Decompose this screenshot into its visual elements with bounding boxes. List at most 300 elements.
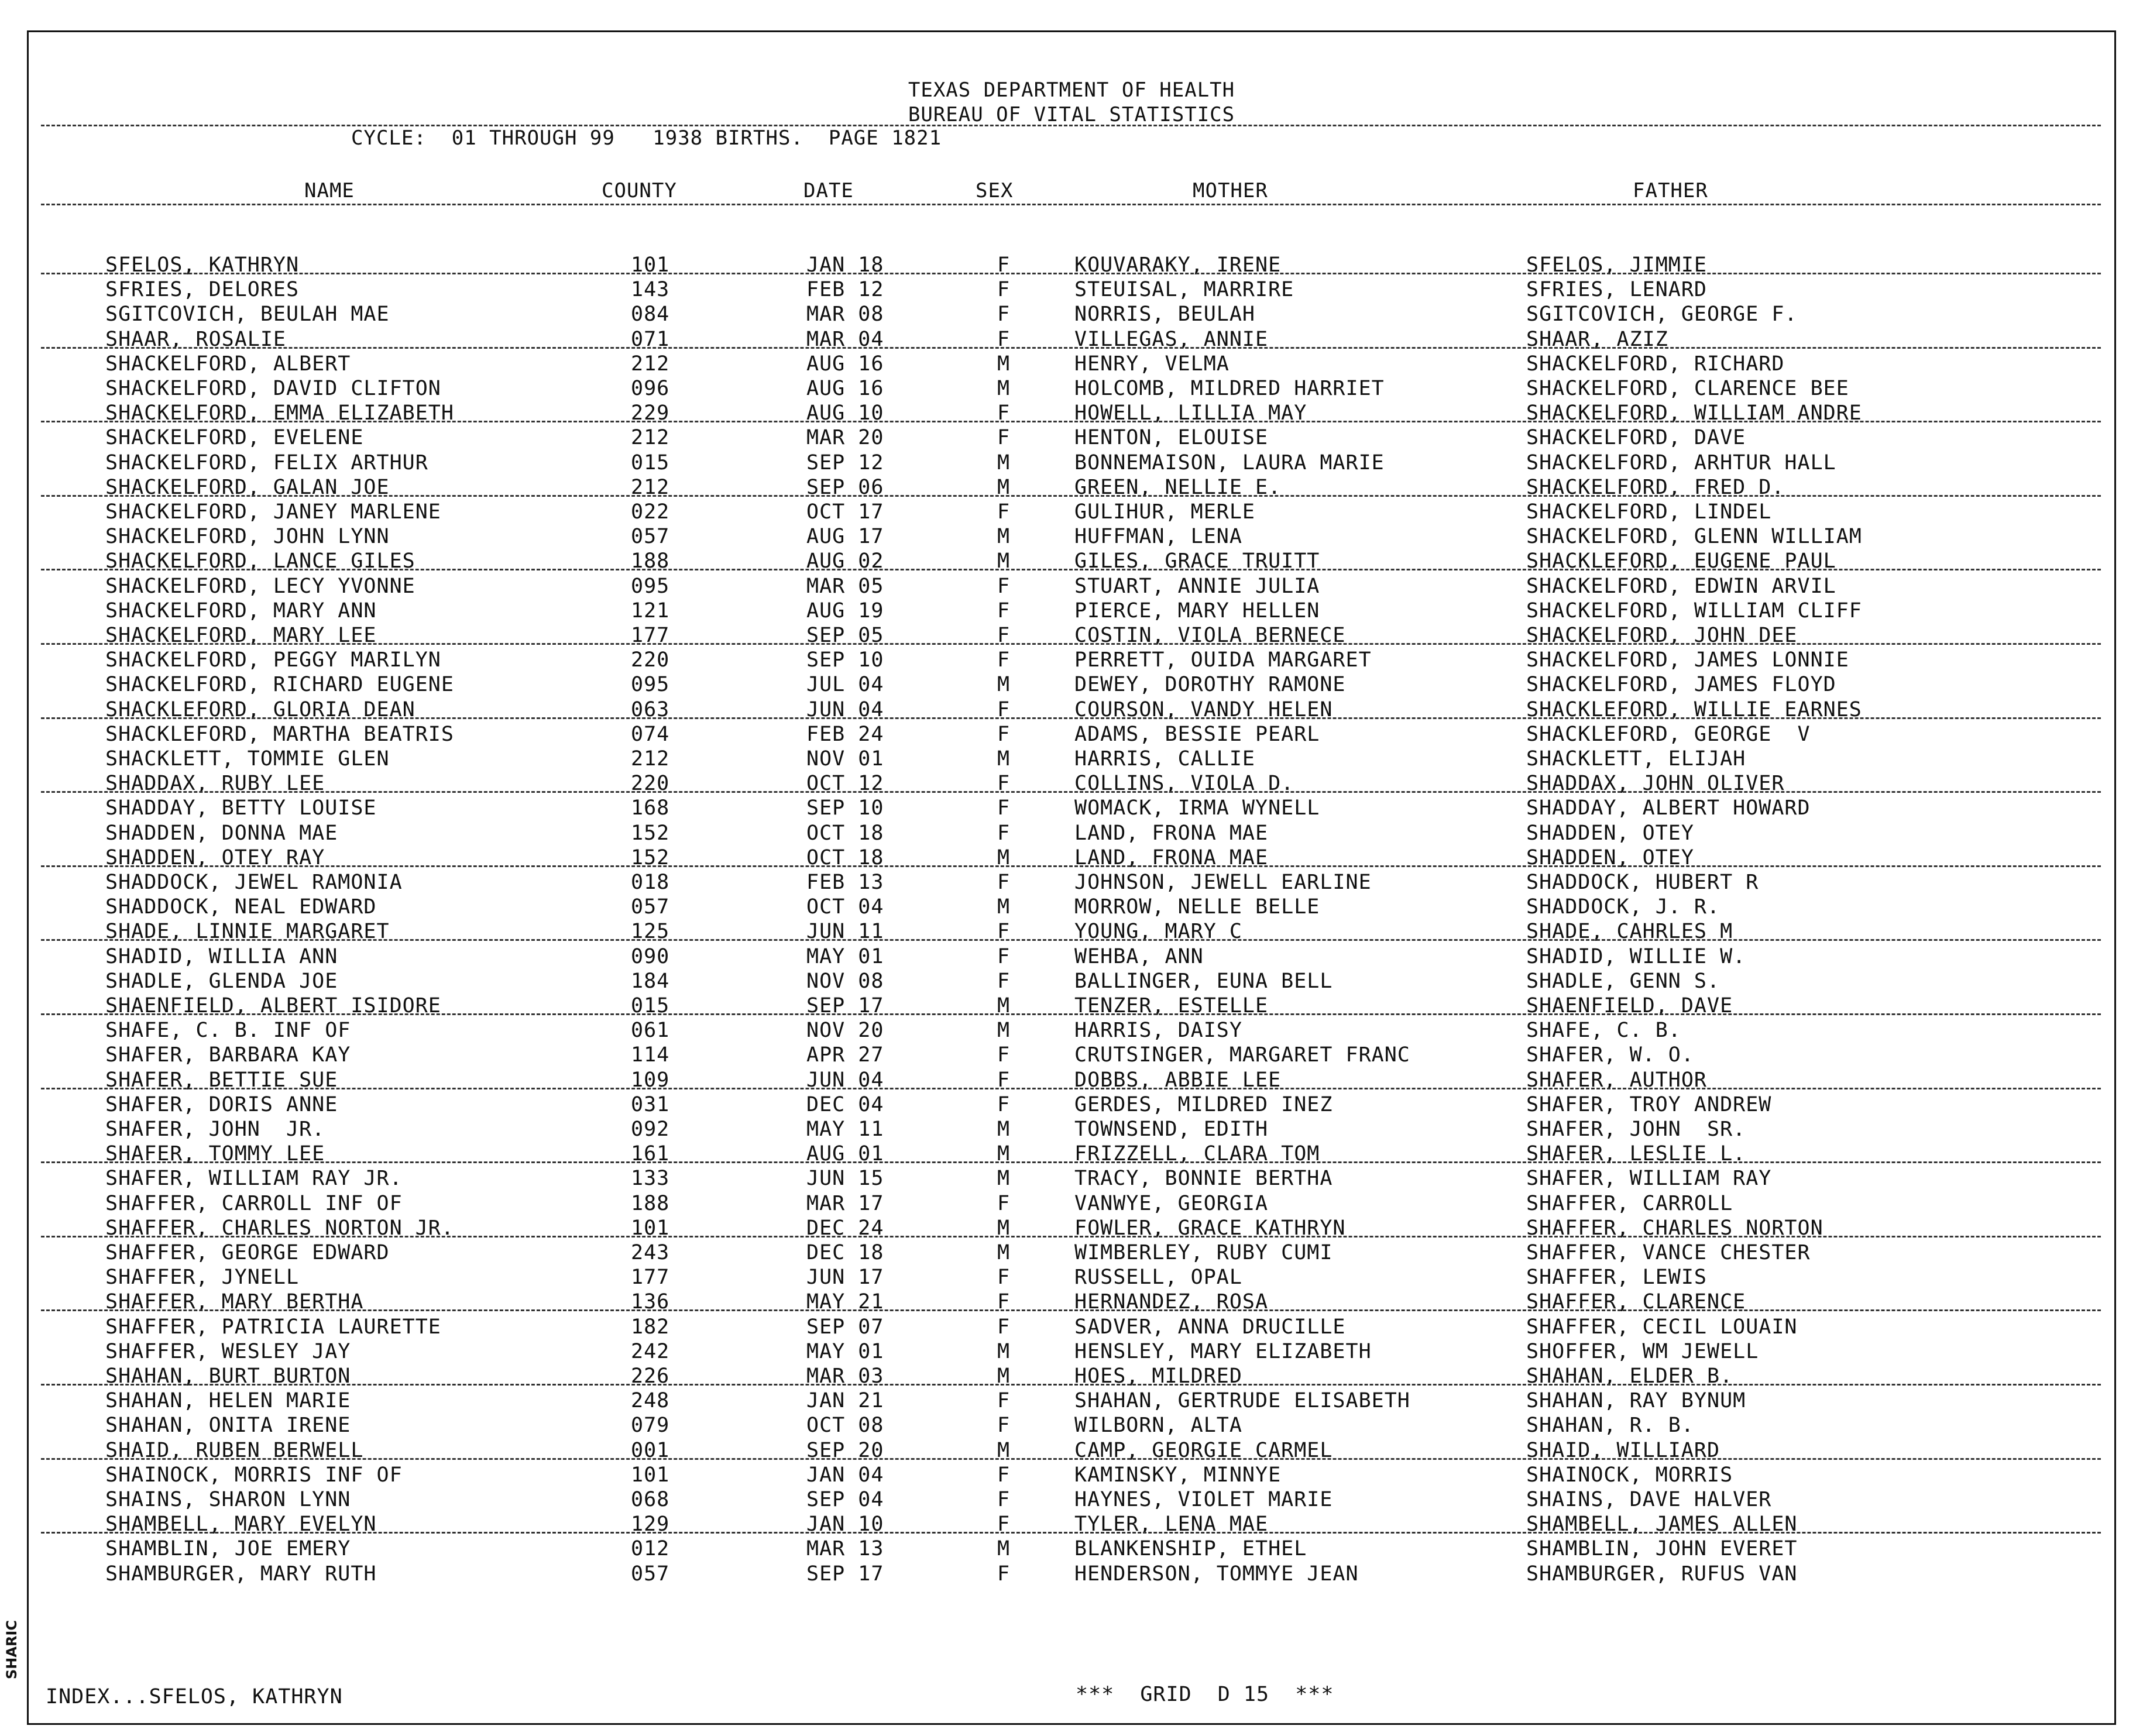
row-rule (41, 1161, 2101, 1163)
cell-date: SEP 17 (806, 994, 884, 1017)
cell-mother: JOHNSON, JEWELL EARLINE (1074, 871, 1372, 894)
cell-father: SHAENFIELD, DAVE (1526, 994, 1733, 1017)
cell-county: 057 (631, 1562, 670, 1586)
cell-father: SHAHAN, R. B. (1526, 1414, 1694, 1438)
cell-father: SHACKELFORD, LINDEL (1526, 500, 1772, 524)
cell-name: SHACKLEFORD, GLORIA DEAN (105, 697, 415, 721)
cell-county: 212 (631, 352, 670, 376)
cell-sex: F (997, 1068, 1011, 1092)
table-row (0, 524, 2143, 549)
cell-name: SHADDEN, DONNA MAE (105, 821, 338, 845)
cell-sex: F (997, 401, 1011, 425)
cell-sex: F (997, 920, 1011, 944)
cell-county: 243 (631, 1241, 670, 1264)
cell-name: SHACKELFORD, EVELENE (105, 426, 364, 450)
cell-county: 248 (631, 1389, 670, 1413)
cell-mother: LAND, FRONA MAE (1074, 845, 1269, 869)
column-header-date: DATE (803, 179, 854, 202)
cell-county: 188 (631, 1191, 670, 1215)
cell-sex: F (997, 1266, 1011, 1290)
cell-county: 129 (631, 1512, 670, 1536)
cell-father: SHACKLEFORD, EUGENE PAUL (1526, 549, 1836, 573)
table-row (0, 672, 2143, 697)
cell-father: SHACKLEFORD, WILLIE EARNES (1526, 697, 1862, 721)
cell-mother: DOBBS, ABBIE LEE (1074, 1068, 1282, 1092)
table-row (0, 722, 2143, 747)
table-row (0, 1191, 2143, 1216)
table-row (0, 747, 2143, 771)
cell-county: 057 (631, 525, 670, 549)
cell-name: SHAFFER, WESLEY JAY (105, 1339, 351, 1363)
cell-county: 152 (631, 821, 670, 845)
cell-name: SHAMBELL, MARY EVELYN (105, 1512, 377, 1536)
cell-county: 114 (631, 1043, 670, 1067)
cell-mother: SADVER, ANNA DRUCILLE (1074, 1315, 1346, 1339)
cell-sex: F (997, 278, 1011, 302)
cell-sex: F (997, 1290, 1011, 1314)
cell-name: SHADLE, GLENDA JOE (105, 969, 338, 993)
column-header-father: FATHER (1633, 179, 1708, 202)
cell-mother: WEHBA, ANN (1074, 944, 1204, 968)
cell-father: SHAFFER, CHARLES NORTON (1526, 1216, 1823, 1240)
cell-father: SHADE, CAHRLES M (1526, 920, 1733, 944)
cell-father: SHADDEN, OTEY (1526, 845, 1694, 869)
cell-date: SEP 07 (806, 1315, 884, 1339)
cell-date: OCT 12 (806, 772, 884, 796)
cell-father: SHAFFER, CECIL LOUAIN (1526, 1315, 1798, 1339)
cell-father: SHADDOCK, HUBERT R (1526, 871, 1759, 894)
cell-sex: F (997, 426, 1011, 450)
cell-county: 090 (631, 944, 670, 968)
cell-county: 092 (631, 1118, 670, 1141)
table-row (0, 1092, 2143, 1117)
cell-mother: MORROW, NELLE BELLE (1074, 895, 1320, 919)
cell-mother: STUART, ANNIE JULIA (1074, 574, 1320, 598)
cell-father: SHACKELFORD, CLARENCE BEE (1526, 377, 1849, 400)
cell-mother: KAMINSKY, MINNYE (1074, 1463, 1282, 1487)
cell-sex: M (997, 1216, 1011, 1240)
cell-date: JUN 11 (806, 920, 884, 944)
cell-date: JAN 10 (806, 1512, 884, 1536)
footer-grid: *** GRID D 15 *** (1076, 1683, 1334, 1706)
cell-name: SHAFFER, CHARLES NORTON JR. (105, 1216, 454, 1240)
cell-county: 177 (631, 1266, 670, 1290)
cell-date: AUG 17 (806, 525, 884, 549)
table-row (0, 1117, 2143, 1142)
cell-name: SHAFER, BETTIE SUE (105, 1068, 338, 1092)
cell-father: SFRIES, LENARD (1526, 278, 1708, 302)
cell-mother: CAMP, GEORGIE CARMEL (1074, 1438, 1333, 1462)
cell-father: SHAINOCK, MORRIS (1526, 1463, 1733, 1487)
table-row (0, 277, 2143, 302)
cell-date: AUG 01 (806, 1142, 884, 1166)
cell-mother: HENDERSON, TOMMYE JEAN (1074, 1562, 1359, 1586)
row-rule (41, 1088, 2101, 1089)
cell-father: SHAID, WILLIARD (1526, 1438, 1720, 1462)
cell-name: SHACKELFORD, EMMA ELIZABETH (105, 401, 454, 425)
cell-name: SHAID, RUBEN BERWELL (105, 1438, 364, 1462)
cell-name: SHAMBLIN, JOE EMERY (105, 1537, 351, 1561)
cell-date: DEC 18 (806, 1241, 884, 1264)
cell-date: FEB 24 (806, 722, 884, 746)
cell-sex: F (997, 624, 1011, 647)
cell-county: 161 (631, 1142, 670, 1166)
cell-mother: GULIHUR, MERLE (1074, 500, 1256, 524)
cell-mother: BLANKENSHIP, ETHEL (1074, 1537, 1307, 1561)
cell-sex: M (997, 525, 1011, 549)
cell-date: SEP 06 (806, 475, 884, 499)
cell-father: SHADDEN, OTEY (1526, 821, 1694, 845)
cell-father: SHOFFER, WM JEWELL (1526, 1339, 1759, 1363)
cell-mother: RUSSELL, OPAL (1074, 1266, 1242, 1290)
row-rule (41, 495, 2101, 497)
cell-date: MAR 08 (806, 302, 884, 326)
cell-date: FEB 13 (806, 871, 884, 894)
cell-name: SHACKLETT, TOMMIE GLEN (105, 747, 390, 771)
cell-mother: COURSON, VANDY HELEN (1074, 697, 1333, 721)
cell-mother: BALLINGER, EUNA BELL (1074, 969, 1333, 993)
cell-name: SHADDAX, RUBY LEE (105, 772, 325, 796)
cell-county: 001 (631, 1438, 670, 1462)
cell-sex: M (997, 1438, 1011, 1462)
cell-father: SHAMBURGER, RUFUS VAN (1526, 1562, 1798, 1586)
cell-county: 143 (631, 278, 670, 302)
cell-date: MAR 03 (806, 1364, 884, 1388)
cell-mother: TOWNSEND, EDITH (1074, 1118, 1269, 1141)
cell-date: MAY 01 (806, 944, 884, 968)
cell-name: SHAFER, DORIS ANNE (105, 1092, 338, 1116)
cell-date: AUG 19 (806, 599, 884, 623)
cell-father: SHACKELFORD, ARHTUR HALL (1526, 451, 1836, 475)
cell-sex: F (997, 871, 1011, 894)
column-header-divider (41, 204, 2101, 205)
cell-county: 212 (631, 426, 670, 450)
cell-name: SFELOS, KATHRYN (105, 253, 300, 277)
cell-father: SHAFFER, LEWIS (1526, 1266, 1708, 1290)
table-row (0, 821, 2143, 845)
cell-sex: M (997, 994, 1011, 1017)
cell-county: 071 (631, 327, 670, 351)
cell-county: 061 (631, 1019, 670, 1043)
cell-sex: F (997, 648, 1011, 672)
cell-father: SHAFER, LESLIE L. (1526, 1142, 1746, 1166)
table-row (0, 1388, 2143, 1413)
cell-county: 152 (631, 845, 670, 869)
cell-date: SEP 20 (806, 1438, 884, 1462)
cell-county: 095 (631, 574, 670, 598)
cell-sex: M (997, 1167, 1011, 1191)
cell-county: 220 (631, 772, 670, 796)
cell-sex: F (997, 1562, 1011, 1586)
cell-name: SHAFFER, JYNELL (105, 1266, 300, 1290)
cell-father: SHACKELFORD, RICHARD (1526, 352, 1785, 376)
cell-sex: F (997, 772, 1011, 796)
cell-name: SHAENFIELD, ALBERT ISIDORE (105, 994, 441, 1017)
table-row (0, 1265, 2143, 1290)
table-row (0, 302, 2143, 326)
cell-name: SHAINS, SHARON LYNN (105, 1488, 351, 1511)
cell-mother: HOLCOMB, MILDRED HARRIET (1074, 377, 1385, 400)
cell-mother: ADAMS, BESSIE PEARL (1074, 722, 1320, 746)
cell-date: OCT 18 (806, 845, 884, 869)
cell-date: JUN 04 (806, 1068, 884, 1092)
cell-name: SHAINOCK, MORRIS INF OF (105, 1463, 403, 1487)
row-rule (41, 1384, 2101, 1386)
cell-name: SHACKLEFORD, MARTHA BEATRIS (105, 722, 454, 746)
table-row (0, 895, 2143, 919)
cell-mother: KOUVARAKY, IRENE (1074, 253, 1282, 277)
cell-date: MAR 13 (806, 1537, 884, 1561)
cell-father: SHACKELFORD, JOHN DEE (1526, 624, 1798, 647)
cell-mother: WILBORN, ALTA (1074, 1414, 1242, 1438)
cell-county: 125 (631, 920, 670, 944)
cell-date: SEP 05 (806, 624, 884, 647)
row-rule (41, 1458, 2101, 1460)
cell-mother: GILES, GRACE TRUITT (1074, 549, 1320, 573)
cell-sex: F (997, 821, 1011, 845)
cell-father: SHACKELFORD, JAMES FLOYD (1526, 673, 1836, 697)
cell-county: 096 (631, 377, 670, 400)
table-row (0, 376, 2143, 401)
cell-sex: M (997, 1364, 1011, 1388)
cell-county: 018 (631, 871, 670, 894)
cell-name: SHAFFER, GEORGE EDWARD (105, 1241, 390, 1264)
cell-sex: M (997, 1019, 1011, 1043)
cell-mother: HENTON, ELOUISE (1074, 426, 1269, 450)
cell-name: SHAFER, BARBARA KAY (105, 1043, 351, 1067)
cell-name: SHACKELFORD, JANEY MARLENE (105, 500, 441, 524)
cell-county: 068 (631, 1488, 670, 1511)
cell-date: NOV 01 (806, 747, 884, 771)
cell-county: 121 (631, 599, 670, 623)
cell-sex: F (997, 1463, 1011, 1487)
cell-date: MAR 04 (806, 327, 884, 351)
table-row (0, 599, 2143, 623)
cell-date: OCT 04 (806, 895, 884, 919)
cell-name: SGITCOVICH, BEULAH MAE (105, 302, 390, 326)
cell-name: SHAHAN, BURT BURTON (105, 1364, 351, 1388)
cell-name: SHADDOCK, JEWEL RAMONIA (105, 871, 403, 894)
cell-date: JUL 04 (806, 673, 884, 697)
cell-mother: BONNEMAISON, LAURA MARIE (1074, 451, 1385, 475)
cell-mother: HAYNES, VIOLET MARIE (1074, 1488, 1333, 1511)
column-header-mother: MOTHER (1193, 179, 1268, 202)
cell-county: 074 (631, 722, 670, 746)
cell-sex: F (997, 796, 1011, 820)
cell-name: SHACKELFORD, ALBERT (105, 352, 351, 376)
cell-mother: YOUNG, MARY C (1074, 920, 1242, 944)
cell-mother: HERNANDEZ, ROSA (1074, 1290, 1269, 1314)
cell-father: SHADDAY, ALBERT HOWARD (1526, 796, 1811, 820)
table-row (0, 870, 2143, 895)
cell-father: SHADID, WILLIE W. (1526, 944, 1746, 968)
cell-father: SHAFER, WILLIAM RAY (1526, 1167, 1772, 1191)
cell-sex: F (997, 1389, 1011, 1413)
cell-sex: F (997, 253, 1011, 277)
cell-mother: HOWELL, LILLIA MAY (1074, 401, 1307, 425)
cell-sex: M (997, 352, 1011, 376)
row-rule (41, 1013, 2101, 1015)
cell-sex: F (997, 1512, 1011, 1536)
cell-mother: LAND, FRONA MAE (1074, 821, 1269, 845)
table-row (0, 944, 2143, 969)
cell-father: SHAAR, AZIZ (1526, 327, 1668, 351)
cell-county: 079 (631, 1414, 670, 1438)
cell-mother: PERRETT, OUIDA MARGARET (1074, 648, 1372, 672)
cell-father: SHADDOCK, J. R. (1526, 895, 1720, 919)
cell-date: OCT 18 (806, 821, 884, 845)
cell-name: SHADDEN, OTEY RAY (105, 845, 325, 869)
cell-mother: HARRIS, CALLIE (1074, 747, 1256, 771)
cell-name: SHACKELFORD, LANCE GILES (105, 549, 415, 573)
cell-date: SEP 12 (806, 451, 884, 475)
table-row (0, 969, 2143, 994)
cell-county: 212 (631, 747, 670, 771)
table-row (0, 451, 2143, 475)
table-row (0, 1043, 2143, 1067)
cell-mother: HENRY, VELMA (1074, 352, 1230, 376)
table-row (0, 1339, 2143, 1364)
cell-name: SHACKELFORD, PEGGY MARILYN (105, 648, 441, 672)
cell-date: SEP 17 (806, 1562, 884, 1586)
cell-sex: F (997, 599, 1011, 623)
column-header-name: NAME (304, 179, 355, 202)
cell-father: SHAFER, JOHN SR. (1526, 1118, 1746, 1141)
cell-county: 220 (631, 648, 670, 672)
cell-date: AUG 16 (806, 352, 884, 376)
cell-father: SHAHAN, RAY BYNUM (1526, 1389, 1746, 1413)
cell-sex: M (997, 377, 1011, 400)
cell-sex: M (997, 1142, 1011, 1166)
cell-name: SHAHAN, HELEN MARIE (105, 1389, 351, 1413)
cell-date: AUG 10 (806, 401, 884, 425)
cell-sex: M (997, 451, 1011, 475)
cell-father: SHAMBLIN, JOHN EVERET (1526, 1537, 1798, 1561)
table-row (0, 574, 2143, 599)
row-rule (41, 939, 2101, 941)
table-row (0, 500, 2143, 524)
cell-name: SHAFER, JOHN JR. (105, 1118, 325, 1141)
cell-date: DEC 04 (806, 1092, 884, 1116)
cell-county: 226 (631, 1364, 670, 1388)
cell-name: SHAMBURGER, MARY RUTH (105, 1562, 377, 1586)
cell-sex: F (997, 500, 1011, 524)
cell-mother: TRACY, BONNIE BERTHA (1074, 1167, 1333, 1191)
cell-date: FEB 12 (806, 278, 884, 302)
cell-name: SHACKELFORD, LECY YVONNE (105, 574, 415, 598)
cell-county: 182 (631, 1315, 670, 1339)
cell-father: SHACKLEFORD, GEORGE V (1526, 722, 1811, 746)
cell-name: SHACKELFORD, MARY LEE (105, 624, 377, 647)
cell-mother: GREEN, NELLIE E. (1074, 475, 1282, 499)
cell-county: 101 (631, 253, 670, 277)
cell-name: SHACKELFORD, GALAN JOE (105, 475, 390, 499)
cell-name: SHAFE, C. B. INF OF (105, 1019, 351, 1043)
cell-name: SHADDOCK, NEAL EDWARD (105, 895, 377, 919)
cell-father: SHAFFER, CLARENCE (1526, 1290, 1746, 1314)
cell-name: SHADDAY, BETTY LOUISE (105, 796, 377, 820)
cell-sex: M (997, 1339, 1011, 1363)
cell-date: MAY 11 (806, 1118, 884, 1141)
cell-county: 063 (631, 697, 670, 721)
cell-name: SHAFFER, PATRICIA LAURETTE (105, 1315, 441, 1339)
cell-county: 022 (631, 500, 670, 524)
table-row (0, 352, 2143, 376)
cell-father: SHACKELFORD, EDWIN ARVIL (1526, 574, 1836, 598)
cell-sex: F (997, 1092, 1011, 1116)
cell-father: SHACKLETT, ELIJAH (1526, 747, 1746, 771)
cycle-line: CYCLE: 01 THROUGH 99 1938 BIRTHS. PAGE 1821 (351, 126, 942, 150)
cell-sex: F (997, 1488, 1011, 1511)
cell-sex: M (997, 673, 1011, 697)
cell-county: 242 (631, 1339, 670, 1363)
table-row (0, 1240, 2143, 1265)
header-title: TEXAS DEPARTMENT OF HEALTH (908, 78, 1235, 102)
cell-county: 136 (631, 1290, 670, 1314)
row-rule (41, 347, 2101, 349)
table-row (0, 796, 2143, 820)
row-rule (41, 791, 2101, 793)
cell-date: SEP 04 (806, 1488, 884, 1511)
cell-county: 095 (631, 673, 670, 697)
row-rule (41, 569, 2101, 570)
cell-date: SEP 10 (806, 648, 884, 672)
cell-sex: F (997, 969, 1011, 993)
cell-date: MAR 20 (806, 426, 884, 450)
cell-mother: VILLEGAS, ANNIE (1074, 327, 1269, 351)
cell-father: SHACKELFORD, DAVE (1526, 426, 1746, 450)
cell-mother: HARRIS, DAISY (1074, 1019, 1242, 1043)
cell-father: SHADDAX, JOHN OLIVER (1526, 772, 1785, 796)
table-row (0, 1463, 2143, 1487)
cell-name: SHADID, WILLIA ANN (105, 944, 338, 968)
cell-county: 031 (631, 1092, 670, 1116)
cell-mother: WOMACK, IRMA WYNELL (1074, 796, 1320, 820)
cell-father: SHADLE, GENN S. (1526, 969, 1720, 993)
cell-county: 015 (631, 451, 670, 475)
cell-date: JAN 21 (806, 1389, 884, 1413)
cell-father: SHAINS, DAVE HALVER (1526, 1488, 1772, 1511)
cell-mother: HUFFMAN, LENA (1074, 525, 1242, 549)
cell-mother: TENZER, ESTELLE (1074, 994, 1269, 1017)
cell-county: 177 (631, 624, 670, 647)
cell-mother: NORRIS, BEULAH (1074, 302, 1256, 326)
cell-date: MAR 05 (806, 574, 884, 598)
cell-date: NOV 20 (806, 1019, 884, 1043)
cell-date: AUG 02 (806, 549, 884, 573)
cell-name: SHACKELFORD, DAVID CLIFTON (105, 377, 441, 400)
cell-mother: WIMBERLEY, RUBY CUMI (1074, 1241, 1333, 1264)
cell-county: 133 (631, 1167, 670, 1191)
cell-sex: F (997, 1191, 1011, 1215)
cell-county: 188 (631, 549, 670, 573)
cell-date: JUN 17 (806, 1266, 884, 1290)
cell-name: SHACKELFORD, RICHARD EUGENE (105, 673, 454, 697)
row-rule (41, 643, 2101, 645)
cell-mother: HENSLEY, MARY ELIZABETH (1074, 1339, 1372, 1363)
table-row (0, 1018, 2143, 1043)
row-rule (41, 865, 2101, 867)
cell-county: 212 (631, 475, 670, 499)
cell-mother: CRUTSINGER, MARGARET FRANC (1074, 1043, 1410, 1067)
row-rule (41, 273, 2101, 274)
cell-father: SHAFER, W. O. (1526, 1043, 1694, 1067)
cell-mother: SHAHAN, GERTRUDE ELISABETH (1074, 1389, 1410, 1413)
table-row (0, 1536, 2143, 1561)
cell-father: SHAFER, TROY ANDREW (1526, 1092, 1772, 1116)
cell-date: MAY 01 (806, 1339, 884, 1363)
cell-county: 109 (631, 1068, 670, 1092)
